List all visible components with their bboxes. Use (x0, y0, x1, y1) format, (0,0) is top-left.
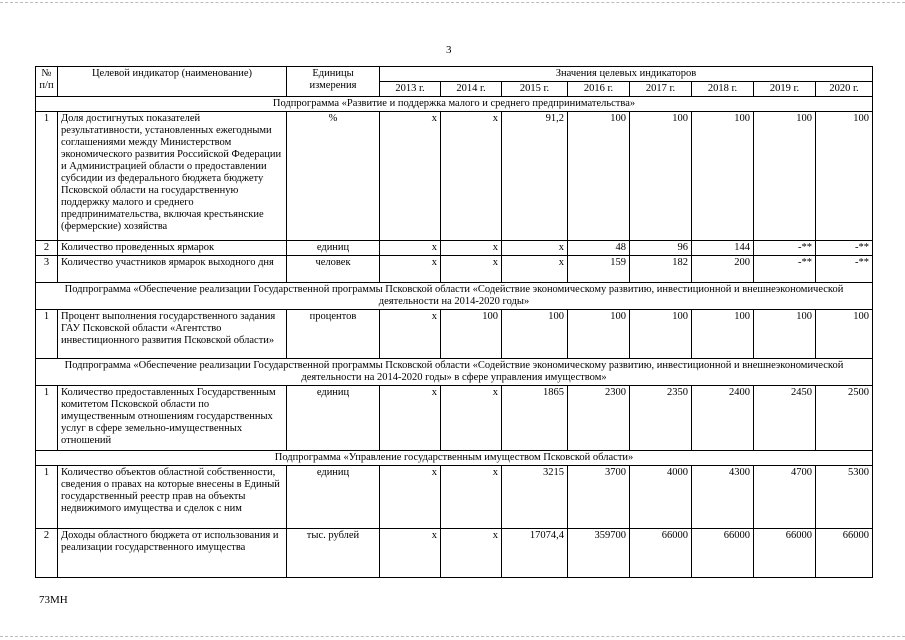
indicator-value: 3700 (568, 466, 630, 529)
subprogram-row (36, 451, 873, 466)
unit-of-measure: тыс. рублей (287, 529, 380, 578)
row-number: 1 (36, 112, 58, 241)
table-row (36, 256, 873, 283)
indicator-name: Количество предоставленных Государственным комитетом Псковской области по имущественным отношениям государственных услуг в сфере земельно-имущественных отношений (58, 386, 287, 451)
subprogram-row (36, 97, 873, 112)
table-header-row (36, 67, 873, 82)
indicator-value: x (380, 256, 441, 283)
subprogram-title: Подпрограмма «Обеспечение реализации Государственной программы Псковской области «Содействие экономическому развитию, инвестиционной и внешнеэкономической деятельности на 2014-2020 годы» (36, 283, 873, 310)
unit-of-measure: единиц (287, 241, 380, 256)
unit-of-measure: единиц (287, 386, 380, 451)
header-name-text: Целевой индикатор (наименование) (91, 68, 253, 79)
footer-code: 73МН (39, 594, 68, 606)
indicator-value: 5300 (816, 466, 873, 529)
indicator-value: -** (816, 241, 873, 256)
table-row (36, 310, 873, 359)
indicator-value: 66000 (754, 529, 816, 578)
indicator-value: 100 (692, 310, 754, 359)
indicator-value: 2450 (754, 386, 816, 451)
indicator-value: x (502, 256, 568, 283)
indicator-value: x (380, 241, 441, 256)
header-year: 2019 г. (754, 82, 816, 97)
indicator-value: 100 (441, 310, 502, 359)
indicator-value: x (441, 256, 502, 283)
indicator-value: 96 (630, 241, 692, 256)
indicator-value: x (441, 112, 502, 241)
page-edge-top (0, 2, 905, 3)
indicator-value: 100 (754, 112, 816, 241)
indicator-value: x (441, 529, 502, 578)
indicator-value: 100 (630, 310, 692, 359)
unit-of-measure: % (287, 112, 380, 241)
header-year: 2020 г. (816, 82, 873, 97)
indicator-value: x (380, 466, 441, 529)
indicator-value: 100 (568, 310, 630, 359)
unit-of-measure: единиц (287, 466, 380, 529)
indicator-value: 100 (754, 310, 816, 359)
indicator-value: 2400 (692, 386, 754, 451)
row-number: 2 (36, 529, 58, 578)
header-year: 2014 г. (441, 82, 502, 97)
indicator-value: -** (816, 256, 873, 283)
indicator-value: 182 (630, 256, 692, 283)
indicator-name: Количество проведенных ярмарок (58, 241, 287, 256)
indicator-name: Процент выполнения государственного задания ГАУ Псковской области «Агентство инвестиционного развития Псковской области» (58, 310, 287, 359)
indicator-value: 159 (568, 256, 630, 283)
unit-of-measure: человек (287, 256, 380, 283)
indicator-name: Доходы областного бюджета от использования и реализации государственного имущества (58, 529, 287, 578)
header-year: 2016 г. (568, 82, 630, 97)
row-number: 1 (36, 386, 58, 451)
header-unit-text: Единицы измерения (309, 68, 357, 91)
header-num-text: № п/п (39, 68, 54, 91)
indicator-value: x (441, 386, 502, 451)
indicator-name: Количество объектов областной собственности, сведения о правах на которые внесены в Единый государственный реестр прав на объекты недвижимого имущества и сделок с ним (58, 466, 287, 529)
table-row (36, 466, 873, 529)
indicator-value: x (380, 386, 441, 451)
indicator-value: x (380, 112, 441, 241)
indicator-value: 4300 (692, 466, 754, 529)
indicator-value: x (441, 466, 502, 529)
subprogram-title: Подпрограмма «Развитие и поддержка малого и среднего предпринимательства» (36, 97, 873, 112)
indicator-name: Доля достигнутых показателей результативности, установленных ежегодными соглашениями между Министерством экономического развития Российской Федерации и Администрацией области о предоставлении субсидии из федерального бюджета бюджету Псковской области на государственную поддержку малого и среднего предпринимательства, включая крестьянские (фермерские) хозяйства (58, 112, 287, 241)
indicator-value: 100 (630, 112, 692, 241)
header-unit (287, 67, 380, 97)
header-name (58, 67, 287, 97)
table-row (36, 529, 873, 578)
header-num (36, 67, 58, 97)
subprogram-title: Подпрограмма «Обеспечение реализации Государственной программы Псковской области «Содействие экономическому развитию, инвестиционной и внешнеэкономической деятельности на 2014-2020 годы» в сфере управления имуществом» (36, 359, 873, 386)
indicator-value: 2300 (568, 386, 630, 451)
indicator-value: 4000 (630, 466, 692, 529)
indicator-value: 48 (568, 241, 630, 256)
indicator-value: 359700 (568, 529, 630, 578)
table-row (36, 386, 873, 451)
indicator-value: 2500 (816, 386, 873, 451)
indicator-value: 1865 (502, 386, 568, 451)
indicator-value: 66000 (630, 529, 692, 578)
page-number: 3 (446, 44, 452, 56)
indicator-value: x (380, 529, 441, 578)
row-number: 2 (36, 241, 58, 256)
table-row (36, 112, 873, 241)
indicator-value: x (502, 241, 568, 256)
indicator-value: 100 (502, 310, 568, 359)
indicator-name: Количество участников ярмарок выходного дня (58, 256, 287, 283)
indicator-value: 200 (692, 256, 754, 283)
header-year: 2013 г. (380, 82, 441, 97)
subprogram-row (36, 359, 873, 386)
indicator-value: 100 (816, 310, 873, 359)
subprogram-title: Подпрограмма «Управление государственным имуществом Псковской области» (36, 451, 873, 466)
indicator-value: 100 (692, 112, 754, 241)
indicators-table (35, 66, 873, 578)
header-year: 2017 г. (630, 82, 692, 97)
indicator-value: 91,2 (502, 112, 568, 241)
header-values-group-text: Значения целевых индикаторов (555, 68, 697, 79)
row-number: 3 (36, 256, 58, 283)
indicator-value: 100 (568, 112, 630, 241)
row-number: 1 (36, 310, 58, 359)
indicator-value: 17074,4 (502, 529, 568, 578)
indicator-value: 2350 (630, 386, 692, 451)
indicator-value: -** (754, 256, 816, 283)
header-year: 2015 г. (502, 82, 568, 97)
indicator-value: 100 (816, 112, 873, 241)
header-values-group (380, 67, 873, 82)
indicator-value: 66000 (816, 529, 873, 578)
indicator-value: 4700 (754, 466, 816, 529)
indicator-value: 66000 (692, 529, 754, 578)
indicators-table-body (36, 67, 873, 578)
indicator-value: x (380, 310, 441, 359)
header-year: 2018 г. (692, 82, 754, 97)
subprogram-row (36, 283, 873, 310)
table-row (36, 241, 873, 256)
indicator-value: -** (754, 241, 816, 256)
indicator-value: x (441, 241, 502, 256)
row-number: 1 (36, 466, 58, 529)
indicator-value: 144 (692, 241, 754, 256)
page-edge-bottom (0, 636, 905, 637)
unit-of-measure: процентов (287, 310, 380, 359)
indicator-value: 3215 (502, 466, 568, 529)
